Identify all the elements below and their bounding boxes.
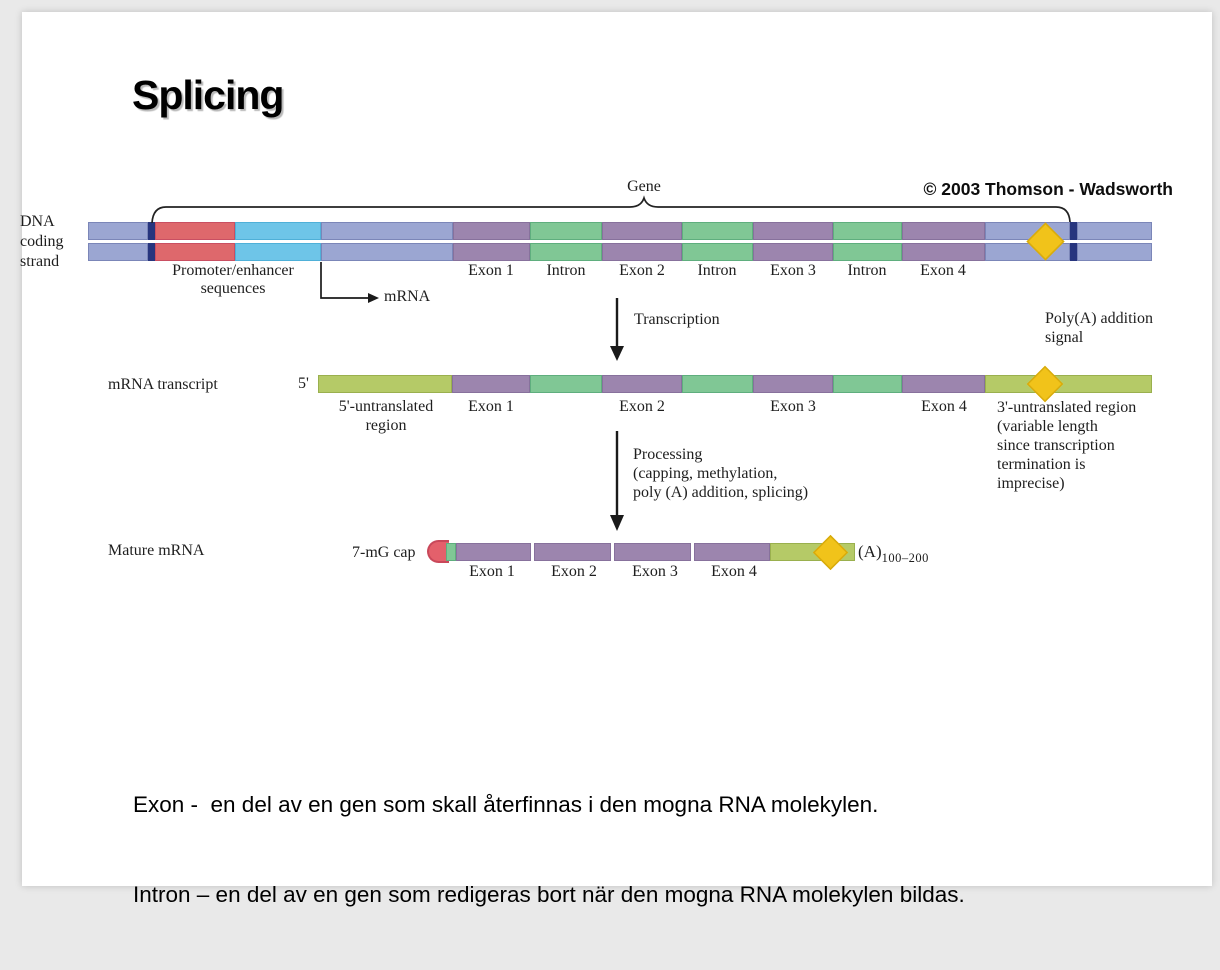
exon-label: Exon 2 [619,262,665,279]
exon-label: Exon 1 [469,563,515,580]
segment-exon2 [534,543,611,561]
segment-intron [833,222,902,240]
polya-signal-label [1045,309,1153,347]
intron-label: Intron [847,262,887,279]
segment-exon2 [602,222,682,240]
segment-enhancer [235,222,321,240]
five-prime-label: 5' [298,375,309,392]
text-line: Poly(A) addition [1045,310,1153,327]
exon-label: Exon 4 [921,398,967,415]
exon-label: Exon 4 [920,262,966,279]
text-line: (capping, methylation, [633,465,778,482]
dna-coding-strand-label [20,212,64,272]
segment-exon1 [453,243,530,261]
text-line: poly (A) addition, splicing) [633,484,809,501]
exon-label: Exon 3 [770,262,816,279]
intron-label: Intron [697,262,737,279]
segment-upstream [321,243,453,261]
utr5-label: region [365,417,407,434]
segment-exon2 [602,375,682,393]
segment-exon3 [614,543,691,561]
text-line: coding [20,233,64,250]
segment-promoter [155,243,235,261]
segment-intron [682,375,753,393]
segment-utr3 [985,375,1152,393]
segment-intron [833,243,902,261]
text-line: DNA [20,213,55,230]
segment-cap-linker [446,543,456,561]
segment-exon3 [753,222,833,240]
text-line: termination is [997,456,1086,473]
text-line: strand [20,253,60,270]
processing-label [633,445,808,502]
mrna-label: mRNA [384,288,431,305]
segment-flank [1077,243,1152,261]
segment-intron [833,375,902,393]
polya-tail-subscript: 100–200 [881,551,929,565]
segment-flank [1077,222,1152,240]
exon-label: Exon 4 [711,563,757,580]
segment-intron [530,243,602,261]
text-line: imprecise) [997,475,1065,492]
promoter-label: sequences [200,280,266,297]
exon-label: Exon 2 [619,398,665,415]
text-line: signal [1045,329,1084,346]
segment-exon1 [452,375,530,393]
text-line: Processing [633,446,703,463]
segment-exon2 [602,243,682,261]
transcript-row-label: mRNA transcript [108,376,218,393]
text-line: since transcription [997,437,1115,454]
segment-boundary [148,222,155,240]
segment-utr5 [318,375,452,393]
segment-exon4 [902,222,985,240]
exon-label: Exon 3 [632,563,678,580]
exon-definition: Exon - en del av en gen som skall återfinnas i den mogna RNA molekylen. [133,792,879,817]
utr5-label: 5'-untranslated [338,398,434,415]
segment-exon3 [753,243,833,261]
segment-promoter [155,222,235,240]
transcription-label: Transcription [634,311,720,328]
copyright-credit: © 2003 Thomson - Wadsworth [923,179,1173,199]
exon-label: Exon 2 [551,563,597,580]
exon-label: Exon 1 [468,398,514,415]
segment-flank [88,222,148,240]
segment-intron [682,243,753,261]
segment-upstream [321,222,453,240]
utr3-description [997,398,1136,493]
mature-row-label: Mature mRNA [108,542,205,559]
segment-exon4 [902,375,985,393]
gene-label: Gene [627,178,661,195]
segment-intron [530,375,602,393]
intron-definition: Intron – en del av en gen som redigeras bort när den mogna RNA molekylen bildas. [133,882,965,907]
segment-boundary [148,243,155,261]
text-line: (variable length [997,418,1098,435]
segment-exon4 [902,243,985,261]
exon-label: Exon 3 [770,398,816,415]
segment-boundary [1070,222,1077,240]
exon-label: Exon 1 [468,262,514,279]
mature-mrna-bar [0,542,1220,565]
definition-notes [133,730,965,970]
segment-boundary [1070,243,1077,261]
segment-intron [530,222,602,240]
polya-tail-label: $(A)_{100-200}$ [858,542,929,565]
segment-enhancer [235,243,321,261]
segment-exon3 [753,375,833,393]
segment-exon1 [453,222,530,240]
cap-label: 7-mG cap [352,544,416,561]
segment-intron [682,222,753,240]
text-line: 3'-untranslated region [997,399,1137,416]
promoter-label: Promoter/enhancer [172,262,294,279]
intron-label: Intron [546,262,586,279]
segment-exon1 [456,543,531,561]
slide-title: Splicing [132,72,284,118]
segment-exon4 [694,543,770,561]
segment-flank [88,243,148,261]
